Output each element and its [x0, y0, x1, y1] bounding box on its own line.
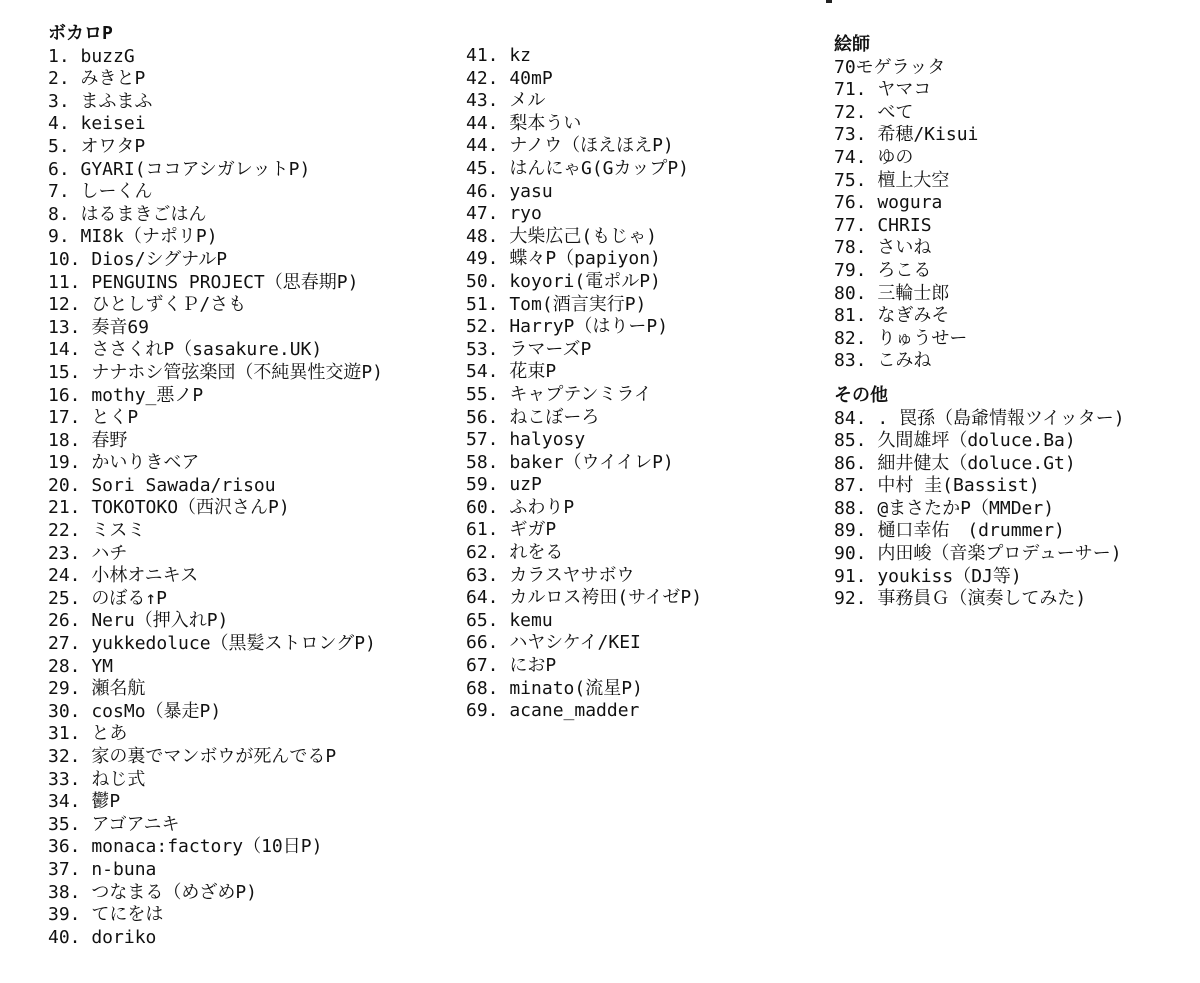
column-vocalo-p: [48, 23, 448, 949]
vocalo-p-list-b: [466, 45, 826, 723]
list-item: 11. PENGUINS PROJECT（思春期P): [48, 271, 359, 293]
list-item: 89. 樋口幸佑 (drummer): [834, 520, 1065, 542]
list-item: 49. 蝶々P（papiyon): [466, 248, 661, 270]
list-item: 63. カラスヤサボウ: [466, 564, 635, 586]
list-item: 53. ラマーズP: [466, 338, 592, 360]
list-item: 58. baker（ウイイレP): [466, 451, 674, 473]
list-item: 64. カルロス袴田(サイゼP): [466, 587, 703, 609]
list-item: 71. ヤマコ: [834, 79, 932, 101]
list-item: 25. のぼる↑P: [48, 587, 168, 609]
list-item: 33. ねじ式: [48, 768, 146, 790]
list-item: 83. こみね: [834, 350, 932, 372]
list-item: 44. ナノウ（ほえほえP): [466, 135, 674, 157]
list-item: 5. オワタP: [48, 135, 146, 157]
list-item: 43. メル: [466, 90, 546, 112]
list-item: 55. キャプテンミライ: [466, 383, 652, 405]
list-item: 30. cosMo（暴走P): [48, 700, 222, 722]
list-item: 35. アゴアニキ: [48, 813, 180, 835]
list-item: 73. 希穂/Kisui: [834, 124, 979, 146]
list-item: 29. 瀬名航: [48, 678, 146, 700]
list-item: 4. keisei: [48, 113, 146, 135]
list-item: 50. koyori(電ポルP): [466, 270, 661, 292]
list-item: 92. 事務員Ｇ（演奏してみた): [834, 588, 1087, 610]
list-item: 46. yasu: [466, 180, 553, 202]
list-item: 81. なぎみそ: [834, 305, 950, 327]
list-item: 78. さいね: [834, 237, 932, 259]
list-item: 31. とあ: [48, 723, 128, 745]
list-item: 48. 大柴広己(もじゃ): [466, 225, 658, 247]
list-item: 38. つなまる（めざめP): [48, 881, 258, 903]
list-item: 54. 花束P: [466, 361, 557, 383]
list-item: 65. kemu: [466, 609, 553, 631]
list-item: 17. とくP: [48, 407, 139, 429]
list-item: 10. Dios/シグナルP: [48, 248, 228, 270]
list-item: 87. 中村 圭(Bassist): [834, 475, 1040, 497]
list-item: 70モゲラッタ: [834, 56, 946, 78]
list-item: 74. ゆの: [834, 146, 914, 168]
list-item: 26. Neru（押入れP): [48, 610, 229, 632]
list-item: 85. 久間雄坪（doluce.Ba): [834, 430, 1076, 452]
list-item: 75. 檀上大空: [834, 169, 950, 191]
vocalo-p-list-a: [48, 46, 448, 950]
top-edge-mark: [826, 0, 832, 3]
section-heading-vocalo-p: ボカロP: [48, 23, 113, 44]
list-item: 67. におP: [466, 655, 557, 677]
section-heading-others: その他: [834, 384, 888, 406]
list-item: 59. uzP: [466, 474, 542, 496]
list-item: 37. n-buna: [48, 858, 157, 880]
list-item: 40. doriko: [48, 926, 157, 948]
list-item: 57. halyosy: [466, 429, 586, 451]
list-item: 88. @まさたかP（MMDer): [834, 497, 1055, 519]
list-item: 21. TOKOTOKO（西沢さんP): [48, 497, 290, 519]
list-item: 20. Sori Sawada/risou: [48, 474, 276, 496]
list-item: 1. buzzG: [48, 45, 135, 67]
list-item: 8. はるまきごはん: [48, 203, 207, 225]
list-item: 79. ろこる: [834, 259, 932, 281]
list-item: 14. ささくれP（sasakure.UK): [48, 339, 323, 361]
section-spacer: [834, 373, 1194, 385]
list-item: 3. まふまふ: [48, 90, 153, 112]
list-item: 77. CHRIS: [834, 214, 932, 236]
list-item: 42. 40mP: [466, 67, 553, 89]
list-item: 16. mothy_悪ノP: [48, 384, 204, 406]
list-item: 28. YM: [48, 655, 114, 677]
list-item: 44. 梨本うい: [466, 112, 582, 134]
list-item: 15. ナナホシ管弦楽団（不純異性交遊P): [48, 361, 384, 383]
list-item: 39. てにをは: [48, 904, 164, 926]
list-item: 2. みきとP: [48, 68, 146, 90]
list-item: 34. 鬱P: [48, 791, 121, 813]
list-item: 32. 家の裏でマンボウが死んでるP: [48, 746, 337, 767]
section-heading-illustrators: 絵師: [834, 34, 870, 55]
list-item: 41. kz: [466, 45, 532, 66]
list-item: 56. ねこぼーろ: [466, 406, 600, 428]
list-item: 69. acane_madder: [466, 700, 640, 722]
list-item: 91. youkiss（DJ等): [834, 565, 1022, 587]
list-item: 76. wogura: [834, 192, 943, 214]
column-illustrators-others: [834, 34, 1194, 611]
list-item: 84. . 罠孫（島爺情報ツイッター): [834, 407, 1125, 429]
list-item: 62. れをる: [466, 542, 564, 564]
list-item: 22. ミスミ: [48, 520, 146, 542]
list-item: 68. minato(流星P): [466, 677, 643, 699]
list-item: 27. yukkedoluce（黒髪ストロングP): [48, 633, 376, 655]
list-item: 82. りゅうせー: [834, 327, 968, 349]
list-item: 18. 春野: [48, 429, 128, 451]
list-item: 7. しーくん: [48, 181, 153, 203]
list-item: 60. ふわりP: [466, 496, 575, 518]
list-item: 23. ハチ: [48, 542, 128, 564]
others-list: [834, 408, 1194, 611]
list-item: 86. 細井健太（doluce.Gt): [834, 452, 1076, 474]
list-item: 72. べて: [834, 101, 914, 123]
column-vocalo-p-continued: [466, 45, 826, 723]
list-item: 47. ryo: [466, 203, 542, 225]
list-item: 19. かいりきベア: [48, 452, 200, 474]
list-item: 80. 三輪士郎: [834, 282, 950, 304]
list-item: 6. GYARI(ココアシガレットP): [48, 158, 311, 180]
list-item: 13. 奏音69: [48, 316, 150, 338]
list-item: 66. ハヤシケイ/KEI: [466, 632, 641, 654]
list-item: 61. ギガP: [466, 519, 557, 541]
list-item: 45. はんにゃG(GカップP): [466, 157, 689, 179]
list-item: 24. 小林オニキス: [48, 565, 199, 587]
list-item: 36. monaca:factory（10日P): [48, 836, 323, 858]
list-item: 90. 内田峻（音楽プロデューサー): [834, 543, 1122, 565]
list-item: 52. HarryP（はりーP): [466, 316, 669, 338]
list-item: 12. ひとしずくＰ/さも: [48, 294, 247, 316]
list-item: 51. Tom(酒言実行P): [466, 293, 647, 315]
list-item: 9. MI8k（ナポリP): [48, 226, 218, 248]
illustrators-list: [834, 57, 1194, 373]
